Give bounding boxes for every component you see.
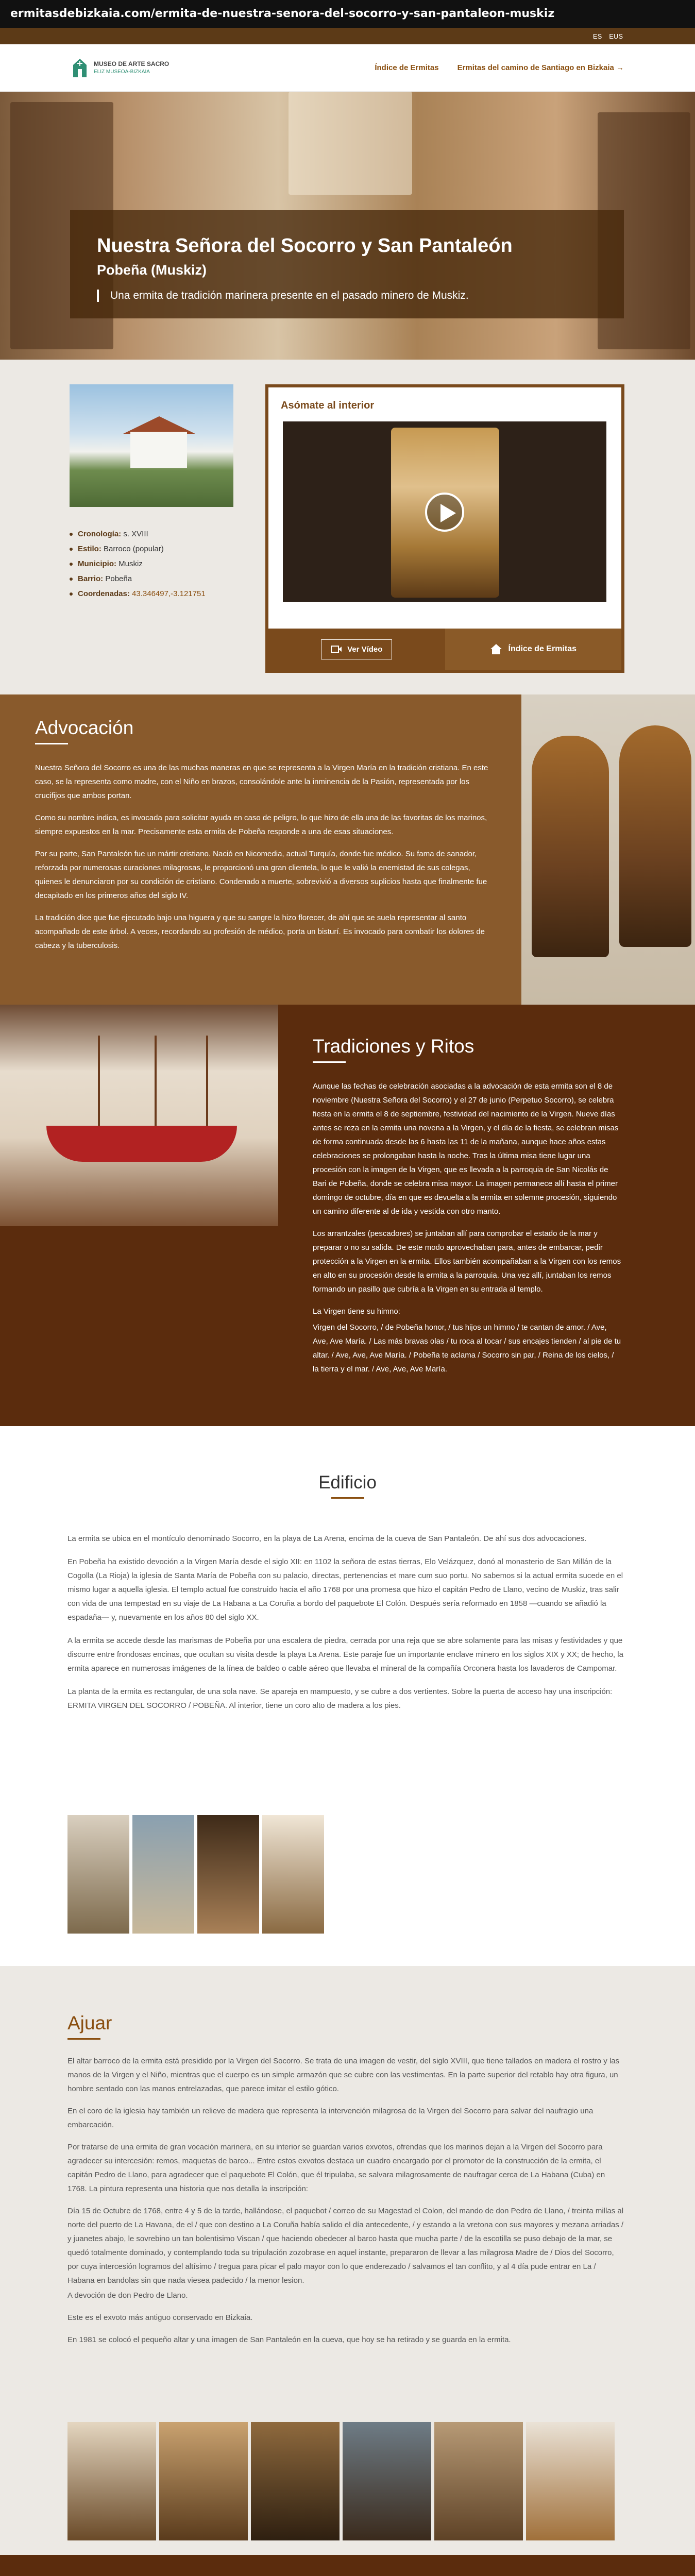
edificio-section bbox=[0, 1426, 695, 1966]
main-navigation bbox=[0, 44, 695, 92]
site-footer bbox=[0, 2555, 695, 2576]
edificio-title: Edificio bbox=[318, 1472, 377, 1493]
title-underline bbox=[35, 743, 68, 744]
ship-hull-shape bbox=[46, 1126, 237, 1162]
video-camera-icon bbox=[331, 645, 342, 653]
ajuar-inscription: Día 15 de Octubre de 1768, entre 4 y 5 de la tarde, hallándose, el paquebot / correo de su Magestad el Colon, del mando de don Pedro de Llano, / treinta millas al norte del puerto de La Havana, de el / que con destino a La Coruña había salido el día antecedente, / y estando a la vretona con sus mayores y mezana arriadas / y juanetes abajo, le sovrebino un tan bolentisimo Viscan / que haciendo obedecer al barco hasta que mucha parte / de la escotilla se puso debajo de la mar, se quedó totalmente dominado, y contemplando toda su tripulación zozobrase en aquel instante, prepararon de llevar a las milagrosa Madre de / Dios del Socorro, por cuya intercesión logramos del altísimo / tregua para picar el palo mayor con lo que enderezado / salvamos el tan conflito, y al 4 día pude entrar en La / Habana en bandolas sin que nada viesea padecido / la menor lesion. bbox=[67, 2207, 624, 2285]
edificio-gallery bbox=[67, 1815, 324, 1934]
ajuar-paragraph: Este es el exvoto más antiguo conservado en Bizkaia. bbox=[67, 2313, 253, 2322]
page-subtitle: Pobeña (Muskiz) bbox=[97, 262, 207, 278]
gallery-image[interactable] bbox=[343, 2422, 431, 2540]
fact-barrio: Barrio: Pobeña bbox=[70, 574, 206, 583]
ver-video-button[interactable]: Ver Vídeo bbox=[321, 639, 392, 659]
fact-coordenadas: Coordenadas: 43.346497,-3.121751 bbox=[70, 589, 206, 598]
ship-model-photo bbox=[0, 1005, 278, 1226]
san-pantaleon-statue-shape bbox=[619, 725, 691, 947]
facts-list bbox=[70, 530, 206, 604]
edificio-paragraph: La planta de la ermita es rectangular, de una sola nave. Se apareja en mampuesto, y se cubre a dos vertientes. Sobre la puerta de acceso hay una inscripción: ERMITA VIRGEN DEL SOCORRO / POBEÑA. Al interior, tiene un coro alto de madera a los pies. bbox=[67, 1687, 613, 1710]
ajuar-paragraph: A devoción de don Pedro de Llano. bbox=[67, 2291, 188, 2300]
bullet-icon bbox=[70, 592, 73, 596]
tradiciones-paragraph: Aunque las fechas de celebración asociadas a la advocación de esta ermita son el 8 de noviembre (Nuestra Señora del Socorro) y el 27 de junio (Perpetuo Socorro), se celebra fiesta en la ermita el 8 de septiembre, festividad del nacimiento de la Virgen. Nueve días antes se reza en la ermita una novena a la Virgen, y el día de la fiesta, se celebran misas de forma continuada desde las 6 hasta las 11 de la mañana, aunque hace años estas celebraciones se prolongaban hasta la noche. Tras la última misa tiene lugar una procesión con la imagen de la Virgen, que es llevada a la parroquia de San Nicolás de Bari de Pobeña, donde se celebra misa mayor. La imagen permanece allí hasta el primer domingo de octubre, día en que es devuelta a la ermita en solemne procesión, siguiendo un camino diferente al de ida y vestida con otro manto. bbox=[313, 1082, 619, 1216]
advocacion-title: Advocación bbox=[35, 717, 134, 738]
gallery-image[interactable] bbox=[262, 1815, 324, 1934]
language-bar bbox=[0, 28, 695, 44]
bullet-icon bbox=[70, 563, 73, 566]
play-icon[interactable] bbox=[425, 493, 464, 532]
ajuar-paragraph: Por tratarse de una ermita de gran vocación marinera, en su interior se guardan varios exvotos, ofrendas que los marinos dejan a la Virgen del Socorro para agradecer su intercesión: remos, maquetas de barco... Entre estos exvotos destaca un cuadro encargado por el promotor de la construcción de la ermita, el capitán Pedro de Llano, para agradecer que el paquebote El Colón, que él tripulaba, se salvara milagrosamente de naufragar cerca de La Habana (Cuba) en 1768. La pintura representa una historia que nos detalla la inscripción: bbox=[67, 2143, 605, 2193]
ajuar-paragraph: El altar barroco de la ermita está presidido por la Virgen del Socorro. Se trata de una imagen de vestir, del siglo XVIII, que tiene tallados en madera el rostro y las manos de la Virgen y el Niño, mientras que el cuerpo es un simple armazón que se cubre con las vestimentas. En la parte superior del retablo hay otra figura, un hombre sentado con las manos entrelazadas, que parece imitar el estilo gótico. bbox=[67, 2057, 620, 2093]
bullet-icon bbox=[70, 578, 73, 581]
video-player[interactable] bbox=[283, 421, 606, 602]
home-icon bbox=[490, 643, 502, 655]
logo-text bbox=[94, 60, 169, 76]
edificio-paragraph: En Pobeña ha existido devoción a la Virgen María desde el siglo XII: en 1102 la señora de estas tierras, Elo Velázquez, donó al monasterio de San Millán de la Cogolla (La Rioja) la iglesia de Santa María de Pobeña con su palacio, directas, pertenencias et mare cum suo portu. No sabemos si la actual ermita sucede en el mismo lugar a aquella iglesia. El templo actual fue construido hacia el año 1768 por una promesa que hizo el capitán Pedro de Llano, vecino de Muskiz, tras salir con vida de una tempestad en su viaje de La Habana a La Coruña a bordo del paquebote El Colón. Después sería reformado en 1858 —cuando se añadió la espadaña— y, nuevamente en los años 80 del siglo XX. bbox=[67, 1557, 623, 1622]
lang-eus-link[interactable]: EUS bbox=[609, 32, 623, 40]
nav-links bbox=[375, 63, 624, 72]
gallery-image[interactable] bbox=[132, 1815, 194, 1934]
gallery-image[interactable] bbox=[67, 1815, 129, 1934]
fact-municipio: Municipio: Muskiz bbox=[70, 560, 206, 568]
advocacion-paragraph: Nuestra Señora del Socorro es una de las muchas maneras en que se representa a la Virgen María en la tradición cristiana. En este caso, se la representa como madre, con el Niño en brazos, consolándole ante la inminencia de la Pasión, representada por los crucifijos que ambos portan. bbox=[35, 764, 488, 800]
museum-logo-icon bbox=[71, 58, 89, 78]
edificio-paragraph: A la ermita se accede desde las marismas de Pobeña por una escalera de piedra, cerrada por una reja que se abre solamente para las misas y festividades y que discurre entre frondosas encinas, que ocultan su visita desde la playa La Arena. Este paraje fue un importante enclave minero en los siglos XIX y XX; de hecho, la ermita aparece en numerosas imágenes de la línea de baldeo o cable aéreo que llevaba el mineral de la compañía Orconera hasta los lavaderos de Campomar. bbox=[67, 1636, 623, 1673]
hero-title-box bbox=[70, 210, 624, 318]
browser-url-bar[interactable]: ermitasdebizkaia.com/ermita-de-nuestra-senora-del-socorro-y-san-pantaleon-muskiz bbox=[0, 0, 695, 28]
himno-text: Virgen del Socorro, / de Pobeña honor, / tus hijos un himno / te cantan de amor. / Ave, Ave, Ave María. / Las más bravas olas / tu roca al tocar / sus encajes tienden / al pie de tu altar. / Ave, Ave, Ave María. / Pobeña te aclama / Socorro sin par, / Reina de los cielos, / la tierra y el mar. / Ave, Ave, Ave María. bbox=[313, 1323, 621, 1374]
video-actions bbox=[268, 629, 621, 670]
title-underline bbox=[331, 1497, 364, 1499]
lang-es-link[interactable]: ES bbox=[592, 32, 602, 40]
ajuar-gallery bbox=[67, 2422, 615, 2540]
ajuar-section bbox=[0, 1966, 695, 2555]
info-section bbox=[0, 360, 695, 694]
logo-line2: ELIZ MUSEOA-BIZKAIA bbox=[94, 69, 150, 75]
ajuar-title: Ajuar bbox=[67, 2012, 112, 2033]
bullet-icon bbox=[70, 533, 73, 536]
house-shape bbox=[130, 432, 187, 468]
video-title: Asómate al interior bbox=[281, 400, 375, 411]
ermita-exterior-photo bbox=[70, 384, 233, 507]
coordinates-link[interactable]: 43.346497,-3.121751 bbox=[132, 589, 206, 598]
virgin-statue-shape bbox=[532, 736, 609, 957]
fact-estilo: Estilo: Barroco (popular) bbox=[70, 545, 206, 553]
video-box bbox=[265, 384, 624, 673]
nav-indice-ermitas[interactable]: Índice de Ermitas bbox=[375, 63, 439, 72]
tradiciones-title: Tradiciones y Ritos bbox=[313, 1036, 474, 1057]
tradiciones-paragraph: La Virgen tiene su himno: bbox=[313, 1307, 400, 1316]
tradiciones-section bbox=[0, 1005, 695, 1426]
advocacion-paragraph: La tradición dice que fue ejecutado bajo una higuera y que su sangre la hizo florecer, de ahí que se suela representar al santo acompañado de este árbol. A veces, recordando su profesión de médico, porta un bisturí. Es invocado para combatir los dolores de cabeza y la tuberculosis. bbox=[35, 913, 485, 950]
roof-shape bbox=[123, 416, 195, 434]
hero-lead: Una ermita de tradición marinera presente en el pasado minero de Muskiz. bbox=[97, 290, 597, 302]
saint-statues-image bbox=[521, 694, 695, 1005]
edificio-paragraph: La ermita se ubica en el montículo denominado Socorro, en la playa de La Arena, encima de la cueva de San Pantaleón. De ahí sus dos advocaciones. bbox=[67, 1534, 587, 1543]
page-title: Nuestra Señora del Socorro y San Pantaleón bbox=[97, 235, 513, 257]
advocacion-paragraph: Como su nombre indica, es invocada para solicitar ayuda en caso de peligro, lo que hizo de ella una de las favoritas de los marinos, siempre expuestos en la mar. Precisamente esta ermita de Pobeña responde a una de esas situaciones. bbox=[35, 814, 487, 836]
gallery-image[interactable] bbox=[526, 2422, 615, 2540]
hero-banner bbox=[0, 92, 695, 360]
hero-altar-image bbox=[289, 92, 412, 195]
advocacion-section bbox=[0, 694, 695, 1005]
site-logo[interactable] bbox=[71, 58, 169, 78]
gallery-image[interactable] bbox=[67, 2422, 156, 2540]
gallery-image[interactable] bbox=[197, 1815, 259, 1934]
ajuar-paragraph: En 1981 se colocó el pequeño altar y una imagen de San Pantaleón en la cueva, que hoy se ha retirado y se guarda en la ermita. bbox=[67, 2335, 511, 2344]
logo-line1: MUSEO DE ARTE SACRO bbox=[94, 60, 169, 67]
title-underline bbox=[67, 2038, 100, 2040]
bullet-icon bbox=[70, 548, 73, 551]
gallery-image[interactable] bbox=[251, 2422, 340, 2540]
gallery-image[interactable] bbox=[159, 2422, 248, 2540]
title-underline bbox=[313, 1061, 346, 1063]
advocacion-paragraph: Por su parte, San Pantaleón fue un mártir cristiano. Nació en Nicomedia, actual Turquía, donde fue médico. Su fama de sanador, reforzada por numerosas curaciones milagrosas, le proporcionó una gran clientela, lo que le valió la enemistad de sus colegas, quienes le denunciaron por su condición de cristiano. Condenado a muerte, sobrevivió a diversos suplicios hasta que finalmente fue decapitado en los primeros años del siglo IV. bbox=[35, 850, 487, 900]
fact-cronologia: Cronología: s. XVIII bbox=[70, 530, 206, 538]
nav-camino-santiago[interactable]: Ermitas del camino de Santiago en Bizkaia → bbox=[457, 63, 624, 72]
indice-ermitas-button[interactable]: Índice de Ermitas bbox=[445, 629, 622, 670]
ajuar-paragraph: En el coro de la iglesia hay también un relieve de madera que representa la intervención milagrosa de la Virgen del Socorro para salvar del naufragio una embarcación. bbox=[67, 2107, 594, 2129]
tradiciones-paragraph: Los arrantzales (pescadores) se juntaban allí para comprobar el estado de la mar y preparar o no su salida. De este modo aprovechaban para, antes de embarcar, pedir protección a la Virgen en la ermita. Ellos también acompañaban a la Virgen con los remos en alto en su procesión desde la ermita a la parroquia. Una vez allí, juntaban los remos formando un pasillo que cubría a la Virgen en su entrada al templo. bbox=[313, 1229, 621, 1294]
gallery-image[interactable] bbox=[434, 2422, 523, 2540]
